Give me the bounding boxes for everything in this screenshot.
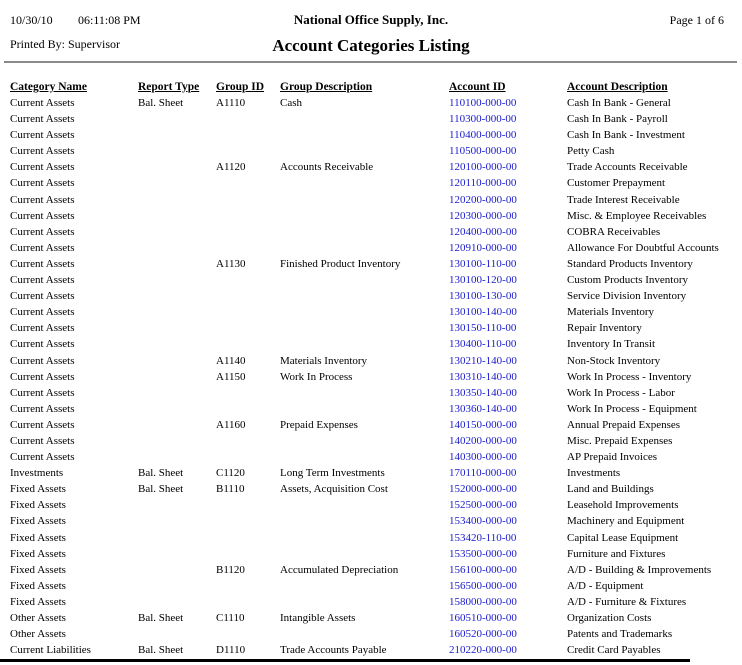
- group-id-cell: A1160: [216, 418, 246, 431]
- account-description-cell: Petty Cash: [567, 145, 615, 158]
- account-id-cell: 120110-000-00: [449, 177, 517, 190]
- group-description-cell: Prepaid Expenses: [280, 418, 358, 431]
- category-name-cell: Current Assets: [10, 370, 75, 383]
- table-row: [0, 127, 742, 143]
- category-name-cell: Current Assets: [10, 386, 75, 399]
- account-description-cell: Furniture and Fixtures: [567, 547, 666, 560]
- report-type-cell: [138, 417, 216, 433]
- category-name-cell: Current Assets: [10, 338, 75, 351]
- group-description-cell: Work In Process: [280, 370, 353, 383]
- account-id-cell: 140200-000-00: [449, 434, 517, 447]
- group-description-cell: Cash: [280, 97, 302, 109]
- group-description-cell: [280, 401, 449, 417]
- category-name-cell: Current Assets: [10, 129, 75, 142]
- group-id-cell: A1130: [216, 257, 246, 270]
- account-id-cell: 120910-000-00: [449, 241, 517, 254]
- group-id-cell: [216, 530, 280, 546]
- account-description-cell: Standard Products Inventory: [567, 257, 693, 270]
- table-row: [0, 369, 742, 385]
- group-id-cell: [216, 127, 280, 143]
- group-description-cell: [280, 272, 449, 288]
- table-row: [0, 256, 742, 272]
- account-description-cell: Credit Card Payables: [567, 644, 661, 657]
- table-row: [0, 562, 742, 578]
- group-id-cell: [216, 192, 280, 208]
- report-type-cell: [138, 320, 216, 336]
- category-name-cell: Current Assets: [10, 193, 75, 206]
- group-description-cell: [280, 594, 449, 610]
- report-type-cell: [138, 143, 216, 159]
- group-id-cell: [216, 175, 280, 191]
- category-name-cell: Current Assets: [10, 225, 75, 238]
- table-row: [0, 481, 742, 497]
- report-type-cell: [138, 288, 216, 304]
- account-id-cell: 170110-000-00: [449, 467, 517, 480]
- group-id-cell: [216, 336, 280, 352]
- account-description-cell: Patents and Trademarks: [567, 628, 673, 641]
- category-name-cell: Current Assets: [10, 177, 75, 190]
- account-description-cell: Capital Lease Equipment: [567, 531, 679, 544]
- table-row: [0, 401, 742, 417]
- table-row: [0, 642, 742, 658]
- table-row: [0, 433, 742, 449]
- category-name-cell: Current Assets: [10, 434, 75, 447]
- group-description-cell: [280, 546, 449, 562]
- account-description-cell: Cash In Bank - Investment: [567, 129, 685, 142]
- report-type-cell: [138, 369, 216, 385]
- group-id-cell: B1110: [216, 483, 245, 496]
- group-description-cell: [280, 626, 449, 642]
- category-name-cell: Fixed Assets: [10, 579, 66, 592]
- account-description-cell: A/D - Equipment: [567, 579, 644, 592]
- report-type-cell: [138, 192, 216, 208]
- account-id-cell: 110100-000-00: [449, 97, 517, 109]
- group-id-cell: [216, 578, 280, 594]
- table-row: [0, 626, 742, 642]
- category-name-cell: Other Assets: [10, 628, 66, 641]
- report-type-cell: [138, 449, 216, 465]
- report-type-cell: [138, 159, 216, 175]
- group-id-cell: A1110: [216, 97, 246, 109]
- page-bottom-divider: [0, 659, 690, 662]
- category-name-cell: Current Liabilities: [10, 644, 91, 657]
- account-id-cell: 130100-140-00: [449, 306, 517, 319]
- account-description-cell: AP Prepaid Invoices: [567, 451, 658, 464]
- group-description-cell: Finished Product Inventory: [280, 257, 401, 270]
- category-name-cell: Current Assets: [10, 418, 75, 431]
- category-name-cell: Current Assets: [10, 274, 75, 287]
- report-type-cell: [138, 546, 216, 562]
- report-type-cell: [138, 208, 216, 224]
- account-description-cell: Service Division Inventory: [567, 290, 687, 303]
- account-id-cell: 152500-000-00: [449, 499, 517, 512]
- report-type-cell: [138, 336, 216, 352]
- account-id-cell: 110400-000-00: [449, 129, 517, 142]
- group-id-cell: [216, 497, 280, 513]
- report-type-cell: Bal. Sheet: [138, 612, 184, 624]
- category-name-cell: Current Assets: [10, 354, 75, 367]
- report-type-cell: [138, 224, 216, 240]
- group-id-cell: A1140: [216, 354, 246, 367]
- account-id-cell: 153420-110-00: [449, 531, 517, 544]
- report-type-cell: [138, 562, 216, 578]
- account-description-cell: Work In Process - Labor: [567, 386, 675, 399]
- account-id-cell: 156500-000-00: [449, 579, 517, 592]
- account-id-cell: 140300-000-00: [449, 451, 517, 464]
- category-name-cell: Investments: [10, 467, 64, 480]
- report-type-cell: [138, 594, 216, 610]
- category-name-cell: Fixed Assets: [10, 547, 66, 560]
- account-description-cell: Misc. Prepaid Expenses: [567, 434, 673, 447]
- group-description-cell: [280, 513, 449, 529]
- header-divider: [4, 61, 737, 63]
- account-description-cell: Non-Stock Inventory: [567, 354, 661, 367]
- category-name-cell: Fixed Assets: [10, 531, 66, 544]
- table-row: [0, 546, 742, 562]
- category-name-cell: Current Assets: [10, 241, 75, 254]
- group-description-cell: [280, 192, 449, 208]
- category-name-cell: Fixed Assets: [10, 499, 66, 512]
- table-row: [0, 385, 742, 401]
- category-name-cell: Fixed Assets: [10, 595, 66, 608]
- account-id-cell: 120200-000-00: [449, 193, 517, 206]
- account-description-cell: Organization Costs: [567, 612, 652, 624]
- report-type-cell: [138, 530, 216, 546]
- account-description-cell: Misc. & Employee Receivables: [567, 209, 707, 222]
- account-id-cell: 120300-000-00: [449, 209, 517, 222]
- account-description-cell: Leasehold Improvements: [567, 499, 679, 512]
- report-type-cell: [138, 272, 216, 288]
- table-row: [0, 417, 742, 433]
- group-description-cell: [280, 143, 449, 159]
- group-id-cell: C1110: [216, 612, 245, 624]
- group-description-cell: [280, 224, 449, 240]
- group-description-cell: [280, 288, 449, 304]
- account-id-cell: 152000-000-00: [449, 483, 517, 496]
- col-header-account-id: Account ID: [449, 81, 506, 93]
- report-type-cell: [138, 175, 216, 191]
- category-name-cell: Current Assets: [10, 306, 75, 319]
- col-header-report-type: Report Type: [138, 81, 200, 93]
- table-row: [0, 159, 742, 175]
- table-row: [0, 224, 742, 240]
- category-name-cell: Current Assets: [10, 402, 75, 415]
- account-id-cell: 153500-000-00: [449, 547, 517, 560]
- table-row: [0, 449, 742, 465]
- report-type-cell: Bal. Sheet: [138, 97, 184, 109]
- account-id-cell: 130310-140-00: [449, 370, 517, 383]
- group-id-cell: B1120: [216, 563, 245, 576]
- category-name-cell: Current Assets: [10, 145, 75, 158]
- category-name-cell: Fixed Assets: [10, 483, 66, 496]
- group-id-cell: [216, 240, 280, 256]
- account-description-cell: Custom Products Inventory: [567, 274, 688, 287]
- group-id-cell: A1120: [216, 161, 246, 174]
- category-name-cell: Current Assets: [10, 451, 75, 464]
- group-description-cell: [280, 175, 449, 191]
- category-name-cell: Current Assets: [10, 209, 75, 222]
- company-name: National Office Supply, Inc.: [293, 12, 449, 27]
- group-description-cell: [280, 111, 449, 127]
- group-description-cell: Trade Accounts Payable: [280, 644, 387, 657]
- table-row: [0, 288, 742, 304]
- table-row: [0, 143, 742, 159]
- account-id-cell: 158000-000-00: [449, 595, 517, 608]
- account-id-cell: 130100-120-00: [449, 274, 517, 287]
- group-id-cell: [216, 594, 280, 610]
- table-row: [0, 594, 742, 610]
- account-description-cell: Work In Process - Equipment: [567, 402, 697, 415]
- group-description-cell: Assets, Acquisition Cost: [280, 483, 388, 496]
- account-description-cell: Trade Accounts Receivable: [567, 161, 688, 174]
- account-id-cell: 160510-000-00: [449, 612, 517, 624]
- table-row: [0, 208, 742, 224]
- group-description-cell: [280, 578, 449, 594]
- report-type-cell: [138, 497, 216, 513]
- table-row: [0, 304, 742, 320]
- group-description-cell: [280, 336, 449, 352]
- table-row: [0, 353, 742, 369]
- category-name-cell: Other Assets: [10, 612, 66, 624]
- report-title: Account Categories Listing: [272, 36, 470, 55]
- account-id-cell: 130100-130-00: [449, 290, 517, 303]
- table-body: [0, 95, 742, 658]
- report-time: 06:11:08 PM: [78, 13, 141, 27]
- account-description-cell: Investments: [567, 467, 621, 480]
- account-id-cell: 160520-000-00: [449, 628, 517, 641]
- group-id-cell: [216, 208, 280, 224]
- group-description-cell: [280, 240, 449, 256]
- group-id-cell: [216, 433, 280, 449]
- account-id-cell: 140150-000-00: [449, 418, 517, 431]
- account-id-cell: 130100-110-00: [449, 257, 517, 270]
- group-description-cell: [280, 449, 449, 465]
- account-id-cell: 130150-110-00: [449, 322, 517, 335]
- printed-by-label: Printed By: Supervisor: [10, 37, 120, 51]
- group-description-cell: Long Term Investments: [280, 467, 385, 480]
- group-description-cell: [280, 320, 449, 336]
- account-id-cell: 156100-000-00: [449, 563, 517, 576]
- account-description-cell: Annual Prepaid Expenses: [567, 418, 681, 431]
- account-description-cell: Land and Buildings: [567, 483, 654, 496]
- group-id-cell: [216, 513, 280, 529]
- category-name-cell: Fixed Assets: [10, 515, 66, 528]
- table-header: [0, 74, 742, 95]
- table-row: [0, 95, 742, 111]
- group-description-cell: Accounts Receivable: [280, 161, 374, 174]
- group-description-cell: [280, 304, 449, 320]
- report-type-cell: Bal. Sheet: [138, 467, 184, 480]
- report-type-cell: [138, 401, 216, 417]
- report-type-cell: [138, 578, 216, 594]
- group-id-cell: [216, 272, 280, 288]
- account-description-cell: COBRA Receivables: [567, 225, 661, 238]
- report-type-cell: [138, 240, 216, 256]
- report-type-cell: [138, 127, 216, 143]
- group-id-cell: [216, 320, 280, 336]
- account-description-cell: Allowance For Doubtful Accounts: [567, 241, 719, 254]
- group-description-cell: [280, 433, 449, 449]
- account-description-cell: Machinery and Equipment: [567, 515, 685, 528]
- table-row: [0, 465, 742, 481]
- account-id-cell: 130210-140-00: [449, 354, 517, 367]
- category-name-cell: Current Assets: [10, 290, 75, 303]
- account-categories-table: [0, 74, 742, 658]
- account-description-cell: Cash In Bank - Payroll: [567, 113, 668, 126]
- report-type-cell: [138, 111, 216, 127]
- group-id-cell: D1110: [216, 644, 246, 657]
- col-header-account-description: Account Description: [567, 81, 668, 93]
- category-name-cell: Current Assets: [10, 257, 75, 270]
- group-description-cell: Accumulated Depreciation: [280, 563, 399, 576]
- account-id-cell: 210220-000-00: [449, 644, 517, 657]
- table-row: [0, 336, 742, 352]
- category-name-cell: Fixed Assets: [10, 563, 66, 576]
- col-header-group-id: Group ID: [216, 81, 265, 93]
- table-row: [0, 320, 742, 336]
- report-type-cell: [138, 385, 216, 401]
- category-name-cell: Current Assets: [10, 322, 75, 335]
- group-id-cell: C1120: [216, 467, 245, 480]
- report-type-cell: [138, 626, 216, 642]
- report-type-cell: Bal. Sheet: [138, 483, 184, 496]
- group-id-cell: [216, 288, 280, 304]
- group-id-cell: [216, 385, 280, 401]
- group-id-cell: [216, 401, 280, 417]
- col-header-group-description: Group Description: [280, 81, 373, 93]
- table-row: [0, 240, 742, 256]
- account-id-cell: 110500-000-00: [449, 145, 517, 158]
- account-description-cell: Materials Inventory: [567, 306, 655, 319]
- group-id-cell: [216, 224, 280, 240]
- group-description-cell: [280, 530, 449, 546]
- account-description-cell: Cash In Bank - General: [567, 97, 671, 109]
- group-description-cell: Intangible Assets: [280, 612, 356, 624]
- report-type-cell: [138, 353, 216, 369]
- group-description-cell: [280, 497, 449, 513]
- table-row: [0, 175, 742, 191]
- group-description-cell: Materials Inventory: [280, 354, 368, 367]
- group-id-cell: [216, 626, 280, 642]
- table-row: [0, 610, 742, 626]
- account-id-cell: 120100-000-00: [449, 161, 517, 174]
- account-id-cell: 130350-140-00: [449, 386, 517, 399]
- report-type-cell: [138, 256, 216, 272]
- category-name-cell: Current Assets: [10, 113, 75, 126]
- group-description-cell: [280, 385, 449, 401]
- account-id-cell: 153400-000-00: [449, 515, 517, 528]
- table-row: [0, 272, 742, 288]
- account-description-cell: Repair Inventory: [567, 322, 642, 335]
- account-description-cell: Customer Prepayment: [567, 177, 666, 190]
- col-header-category-name: Category Name: [10, 81, 87, 93]
- account-id-cell: 110300-000-00: [449, 113, 517, 126]
- group-id-cell: [216, 143, 280, 159]
- report-type-cell: [138, 513, 216, 529]
- table-row: [0, 497, 742, 513]
- table-row: [0, 530, 742, 546]
- page-indicator: Page 1 of 6: [669, 13, 724, 27]
- group-id-cell: [216, 449, 280, 465]
- group-id-cell: [216, 111, 280, 127]
- account-description-cell: Trade Interest Receivable: [567, 193, 680, 206]
- report-type-cell: Bal. Sheet: [138, 644, 184, 657]
- account-description-cell: A/D - Furniture & Fixtures: [567, 595, 687, 608]
- table-row: [0, 192, 742, 208]
- table-row: [0, 111, 742, 127]
- category-name-cell: Current Assets: [10, 161, 75, 174]
- table-row: [0, 578, 742, 594]
- report-date: 10/30/10: [10, 13, 53, 27]
- account-description-cell: Work In Process - Inventory: [567, 370, 692, 383]
- group-id-cell: [216, 546, 280, 562]
- account-id-cell: 130400-110-00: [449, 338, 517, 351]
- report-type-cell: [138, 433, 216, 449]
- group-description-cell: [280, 208, 449, 224]
- account-id-cell: 120400-000-00: [449, 225, 517, 238]
- report-type-cell: [138, 304, 216, 320]
- table-row: [0, 513, 742, 529]
- group-description-cell: [280, 127, 449, 143]
- account-description-cell: Inventory In Transit: [567, 338, 655, 351]
- account-id-cell: 130360-140-00: [449, 402, 517, 415]
- group-id-cell: A1150: [216, 370, 246, 383]
- category-name-cell: Current Assets: [10, 97, 75, 109]
- group-id-cell: [216, 304, 280, 320]
- account-description-cell: A/D - Building & Improvements: [567, 563, 712, 576]
